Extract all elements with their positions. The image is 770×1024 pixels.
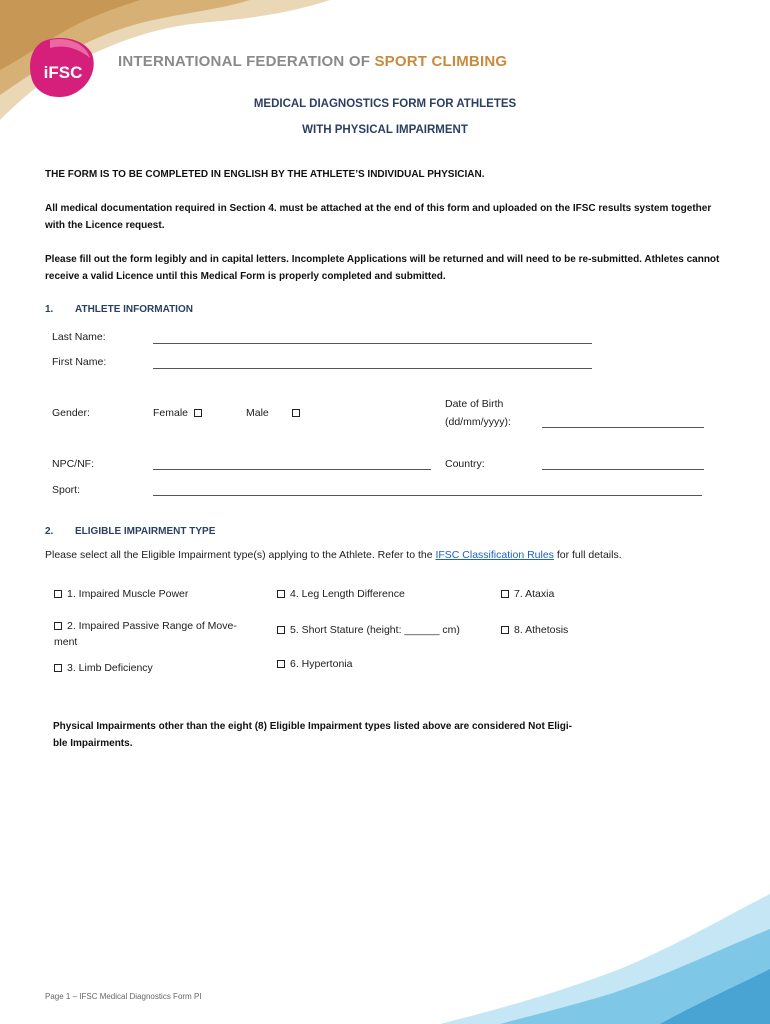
footer-brush-decoration <box>440 874 770 1024</box>
impairment-option-1[interactable]: 1. Impaired Muscle Power <box>54 588 188 600</box>
npc-nf-field[interactable] <box>153 469 431 470</box>
checkbox-6[interactable] <box>277 660 285 668</box>
npc-nf-label: NPC/NF: <box>52 458 94 470</box>
checkbox-3[interactable] <box>54 664 62 672</box>
form-title-line2: WITH PHYSICAL IMPAIRMENT <box>302 124 468 136</box>
country-label: Country: <box>445 458 485 470</box>
sport-label: Sport: <box>52 484 81 496</box>
ifsc-logo <box>28 36 98 98</box>
country-field[interactable] <box>542 469 704 470</box>
page-footer: Page 1 – IFSC Medical Diagnostics Form PI <box>45 992 202 1001</box>
impairment-option-4[interactable]: 4. Leg Length Difference <box>277 588 405 600</box>
intro-paragraph-3: Please fill out the form legibly and in capital letters. Incomplete Applications will be returned and will need to be re-submitted. Athletes cannot receive a valid Licence until this Medical Form is properly completed and submitted. <box>45 254 720 282</box>
checkbox-1[interactable] <box>54 590 62 598</box>
impairment-instruction: Please select all the Eligible Impairment type(s) applying to the Athlete. Refer to the IFSC Classification Rules for full details. <box>45 549 622 561</box>
impairment-option-2[interactable]: 2. Impaired Passive Range of Move- <box>54 620 237 632</box>
intro-paragraph-1: THE FORM IS TO BE COMPLETED IN ENGLISH BY THE ATHLETE’S INDIVIDUAL PHYSICIAN. <box>45 169 485 180</box>
sport-field[interactable] <box>153 495 702 496</box>
checkbox-2[interactable] <box>54 622 62 630</box>
first-name-label: First Name: <box>52 356 107 368</box>
checkbox-7[interactable] <box>501 590 509 598</box>
form-title-line1: MEDICAL DIAGNOSTICS FORM FOR ATHLETES <box>253 98 517 110</box>
organization-name: INTERNATIONAL FEDERATION OF SPORT CLIMBING <box>118 53 508 70</box>
impairment-option-5[interactable]: 5. Short Stature (height: ______ cm) <box>277 624 460 636</box>
impairment-option-6[interactable]: 6. Hypertonia <box>277 658 352 670</box>
first-name-field[interactable] <box>153 368 592 369</box>
eligibility-note: Physical Impairments other than the eight (8) Eligible Impairment types listed above are considered Not Eligi- ble Impairments. <box>53 721 573 749</box>
section-1-heading: 1. ATHLETE INFORMATION <box>45 304 193 315</box>
dob-field[interactable] <box>542 427 704 428</box>
gender-male-label: Male <box>246 407 269 419</box>
dob-label-line2: (dd/mm/yyyy): <box>445 416 511 428</box>
gender-female-option[interactable]: Female <box>153 407 202 419</box>
impairment-option-2-cont: ment <box>54 636 78 648</box>
section-2-heading: 2. ELIGIBLE IMPAIRMENT TYPE <box>45 526 216 537</box>
intro-paragraph-2: All medical documentation required in Section 4. must be attached at the end of this form and uploaded on the IFSC results system together with the Licence request. <box>45 203 712 231</box>
gender-label: Gender: <box>52 407 90 419</box>
classification-rules-link[interactable]: IFSC Classification Rules <box>435 549 554 561</box>
impairment-option-3[interactable]: 3. Limb Deficiency <box>54 662 153 674</box>
female-checkbox[interactable] <box>194 409 202 417</box>
impairment-option-7[interactable]: 7. Ataxia <box>501 588 554 600</box>
impairment-option-8[interactable]: 8. Athetosis <box>501 624 568 636</box>
logo-text: iFSC <box>43 63 83 82</box>
checkbox-4[interactable] <box>277 590 285 598</box>
checkbox-5[interactable] <box>277 626 285 634</box>
last-name-field[interactable] <box>153 343 592 344</box>
dob-label-line1: Date of Birth <box>445 398 504 410</box>
checkbox-8[interactable] <box>501 626 509 634</box>
male-checkbox[interactable] <box>292 409 300 417</box>
last-name-label: Last Name: <box>52 331 106 343</box>
